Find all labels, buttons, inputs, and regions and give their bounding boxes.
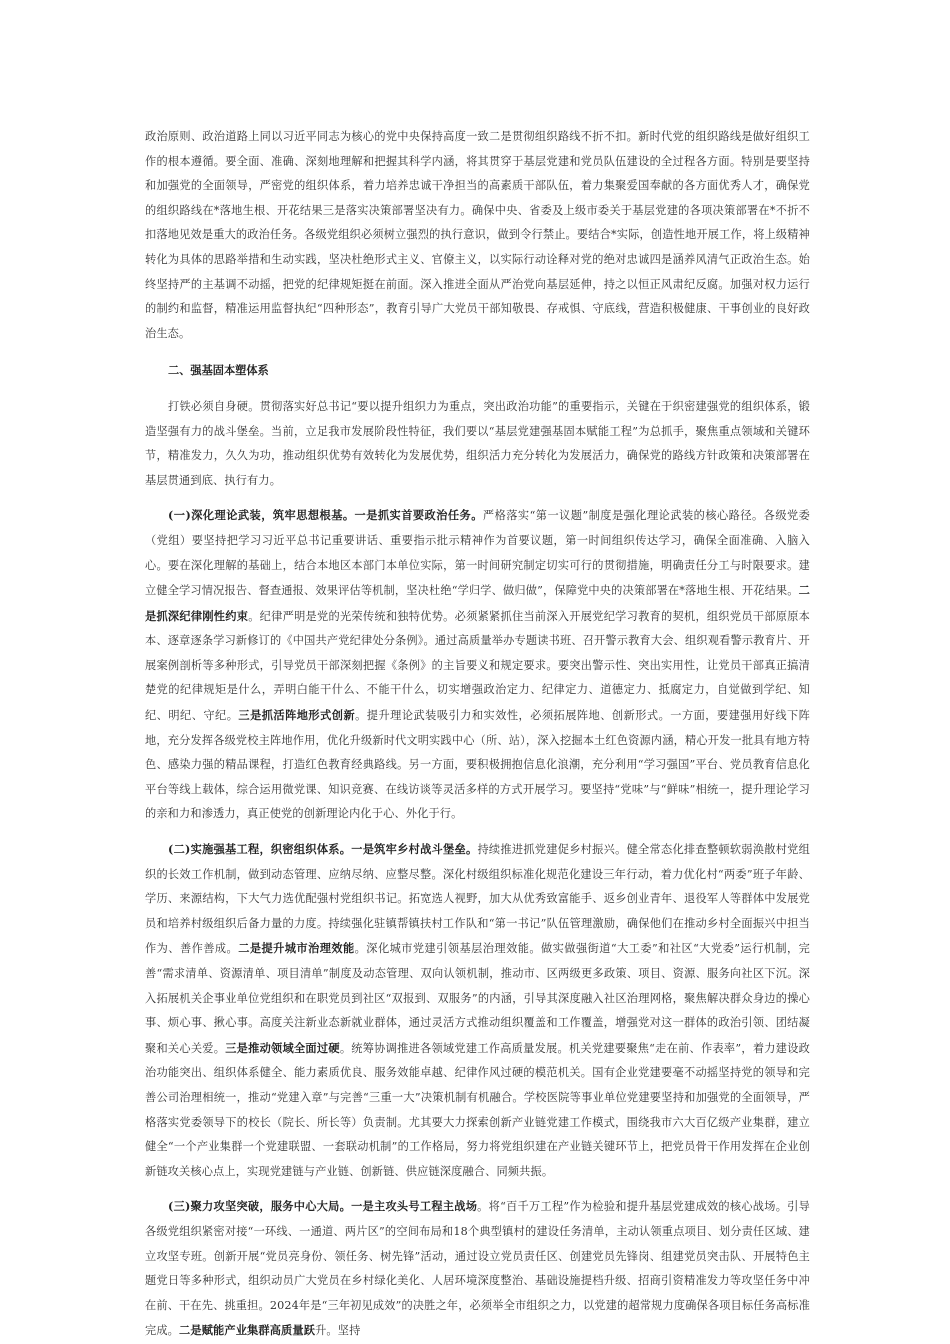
- text-run: 持续推进抓党建促乡村振兴。健全常态化排查整顿软弱涣散村党组织的长效工作机制，做到动态管理、应纳尽纳、应整尽整。深化村级组织标准化规范化建设三年行动，着力优化村“两委”班子年龄、学历、来源结构，下大气力选优配强村党组织书记。拓宽选人视野，加大从优秀致富能手、返乡创业青年、退役军人等群体中发展党员和培养村级组织后备力量的力度。持续强化驻镇帮镇扶村工作队和“第一书记”队伍管理激励，确保他们在推动乡村全面振兴中担当作为、善作善成。: [145, 843, 810, 956]
- subsection-3-paragraph: [145, 1194, 810, 1344]
- intro-paragraph: [145, 395, 810, 493]
- text-run: 严格落实“第一议题”制度是强化理论武装的核心路径。各级党委（党组）要坚持把学习习近平总书记重要讲话、重要指示批示精神作为首要议题，第一时间组织传达学习，确保全面准确、入脑入心。要在深化理解的基础上，结合本地区本部门本单位实际，第一时间研究制定切实可行的贯彻措施，明确责任分工与时限要求。建立健全学习情况报告、督查通报、效果评估等机制，坚决杜绝“学归学、做归做”，保障党中央的决策部署在*落地生根、开花结果。: [145, 509, 810, 598]
- bold-lead: 三是推动领域全面过硬: [225, 1040, 340, 1055]
- bold-lead: 二是提升城市治理效能: [238, 941, 355, 956]
- text-run: 。深化城市党建引领基层治理效能。做实做强街道“大工委”和社区“大党委”运行机制，完善“需求清单、资源清单、项目清单”制度及动态管理、双向认领机制，推动市、区两级更多政策、项目、资源、服务向社区下沉。深入拓展机关企事业单位党组织和在职党员到社区“双报到、双服务”的内涵，引导其深度融入社区治理网格，聚焦解决群众身边的操心事、烦心事、揪心事。高度关注新业态新就业群体，通过灵活方式推动组织覆盖和工作覆盖，增强党对这一群体的政治引领、团结凝聚和关心关爱。: [145, 942, 810, 1055]
- text-run: 。统筹协调推进各领域党建工作高质量发展。机关党建要聚焦“走在前、作表率”，着力建设政治功能突出、组织体系健全、能力素质优良、服务效能卓越、纪律作风过硬的模范机关。国有企业党建要毫不动摇坚持党的领导和完善公司治理相统一，推动“党建入章”与完善“三重一大”决策机制有机融合。学校医院等事业单位党建要坚持和加强党的全面领导，严格落实党委领导下的校长（院长、所长等）负责制。尤其要大力探索创新产业链党建工作模式，围绕我市六大百亿级产业集群，建立健全“一个产业集群一个党建联盟、一套联动机制”的工作格局，努力将党组织建在产业链关键环节上，把党员骨干作用发挥在企业创新链攻关核心点上，实现党建链与产业链、创新链、供应链深度融合、同频共振。: [145, 1041, 810, 1178]
- subsection-2-paragraph: [145, 837, 810, 1184]
- text-run: 。将“百千万工程”作为检验和提升基层党建成效的核心战场。引导各级党组织紧密对接“一环线、一通道、两片区”的空间布局和18个典型镇村的建设任务清单，主动认领重点项目、划分责任区域、建立攻坚专班。创新开展“党员亮身份、领任务、树先锋”活动，通过设立党员责任区、创建党员先锋岗、组建党员突击队、开展特色主题党日等多种形式，组织动员广大党员在乡村绿化美化、人居环境深度整治、基础设施提档升级、招商引资精准发力等攻坚任务中冲在前、干在先、挑重担。2024年是“三年初见成效”的决胜之年，必须举全市组织之力，以党建的超常规力度确保各项目标任务高标准完成。: [145, 1200, 810, 1338]
- text-run: 打铁必须自身硬。贯彻落实好总书记“要以提升组织力为重点，突出政治功能”的重要指示，关键在于织密建强党的组织体系，锻造坚强有力的战斗堡垒。当前，立足我市发展阶段性特征，我们要以“基层党建强基固本赋能工程”为总抓手，聚焦重点领域和关键环节，精准发力，久久为功，推动组织优势有效转化为发展优势，组织活力充分转化为发展活力，确保党的路线方针政策和决策部署在基层贯通到底、执行有力。: [145, 399, 810, 487]
- bold-lead: (三)聚力攻坚突破，服务中心大局。一是主攻头号工程主战场: [168, 1199, 478, 1214]
- body-paragraph-1: [145, 125, 810, 346]
- text-run: 政治原则、政治道路上同以习近平同志为核心的党中央保持高度一致二是贯彻组织路线不折不扣。新时代党的组织路线是做好组织工作的根本遵循。要全面、准确、深刻地理解和把握其科学内涵，将其贯穿于基层党建和党员队伍建设的全过程各方面。特别是要坚持和加强党的全面领导，严密党的组织体系，着力培养忠诚干净担当的高素质干部队伍，着力集聚爱国奉献的各方面优秀人才，确保党的组织路线在*落地生根、开花结果三是落实决策部署坚决有力。确保中央、省委及上级市委关于基层党建的各项决策部署在*不折不扣落地见效是重大的政治任务。各级党组织必须树立强烈的执行意识，做到令行禁止。要结合*实际，创造性地开展工作，将上级精神转化为具体的思路举措和生动实践，坚决杜绝形式主义、官僚主义，以实际行动诠释对党的绝对忠诚四是涵养风清气正政治生态。始终坚持严的主基调不动摇，把党的纪律规矩挺在前面。深入推进全面从严治党向基层延伸，持之以恒正风肃纪反腐。加强对权力运行的制约和监督，精准运用监督执纪“四种形态”，教育引导广大党员干部知敬畏、存戒惧、守底线，营造积极健康、干事创业的良好政治生态。: [145, 130, 810, 340]
- bold-lead: (一)深化理论武装，筑牢思想根基。一是抓实首要政治任务。: [168, 508, 483, 523]
- bold-lead: 二是抓深纪律刚性约束: [145, 583, 810, 623]
- section-heading: [145, 358, 810, 383]
- text-run: 。纪律严明是党的光荣传统和独特优势。必须紧紧抓住当前深入开展党纪学习教育的契机，组织党员干部原原本本、逐章逐条学习新修订的《中国共产党纪律处分条例》。通过高质量举办专题读书班、召开警示教育大会、组织观看警示教育片、开展案例剖析等多种形式，引导党员干部深刻把握《条例》的主旨要义和规定要求。要突出警示性、突出实用性，让党员干部真正搞清楚党的纪律规矩是什么，弄明白能干什么、不能干什么，切实增强政治定力、纪律定力、道德定力、抵腐定力，自觉做到学纪、知纪、明纪、守纪。: [145, 609, 810, 723]
- bold-lead: 二是赋能产业集群高质量跃: [179, 1323, 316, 1338]
- text-run: 升。坚持: [315, 1324, 361, 1338]
- heading-text: 二、强基固本塑体系: [168, 363, 269, 378]
- bold-lead: (二)实施强基工程，织密组织体系。一是筑牢乡村战斗堡垒。: [168, 842, 478, 857]
- bold-lead: 三是抓活阵地形式创新: [238, 708, 356, 723]
- text-run: 。提升理论武装吸引力和实效性，必须拓展阵地、创新形式。一方面，要建强用好线下阵地，充分发挥各级党校主阵地作用，优化升级新时代文明实践中心（所、站），深入挖掘本土红色资源内涵，精心开发一批具有地方特色、感染力强的精品课程，打造红色教育经典路线。另一方面，要积极拥抱信息化浪潮，充分利用“学习强国”平台、党员教育信息化平台等线上载体，综合运用微党课、知识竞赛、在线访谈等灵活多样的方式开展学习。要坚持“党味”与“鲜味”相统一，提升理论学习的亲和力和渗透力，真正使党的创新理论内化于心、外化于行。: [145, 709, 811, 821]
- subsection-1-paragraph: [145, 503, 810, 827]
